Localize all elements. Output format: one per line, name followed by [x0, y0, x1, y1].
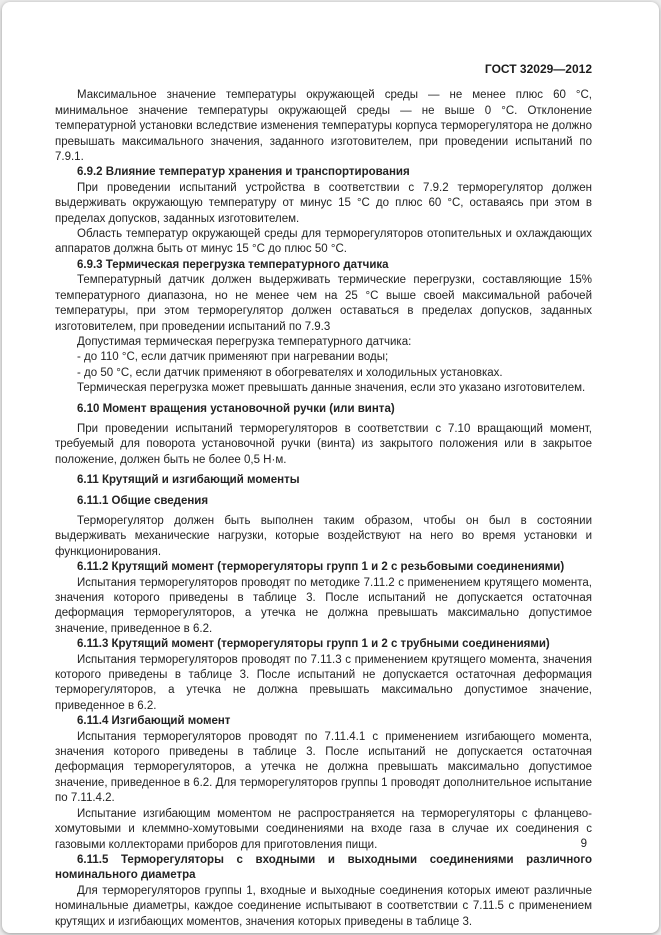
paragraph: Испытания терморегуляторов проводят по методике 7.11.2 с применением крутящего момента, значения которого приведены в таблице 3. После испытаний не допускается остаточная деформация терморегуляторов, а утечка не должна превышать максимально допустимое значение, приведенное в 6.2.	[55, 576, 592, 635]
document-content	[55, 62, 592, 930]
list-item: - до 50 °С, если датчик применяют в обогревателях и холодильных установках.	[77, 366, 503, 379]
paragraph: Допустимая термическая перегрузка температурного датчика:	[77, 335, 412, 348]
paragraph: При проведении испытаний устройства в соответствии с 7.9.2 терморегулятор должен выдерживать окружающую температуру от минус 15 °С до плюс 60 °С, оставаясь при этом в пределах допусков, заданных изготовителем.	[55, 181, 592, 225]
paragraph: Испытание изгибающим моментом не распространяется на терморегуляторы с фланцево-хомутовыми и клеммно-хомутовыми соединениями на входе газа в случае их соединения с газовыми коллекторами приборов для приготовления пищи.	[55, 807, 592, 851]
paragraph: Терморегулятор должен быть выполнен таким образом, чтобы он был в состоянии выдерживать механические нагрузки, которые воздействуют на него во время установки и функционирования.	[55, 514, 592, 558]
heading-6-9-2: 6.9.2 Влияние температур хранения и транспортирования	[77, 166, 410, 179]
paragraph: Термическая перегрузка может превышать данные значения, если это указано изготовителем.	[77, 382, 586, 395]
paragraph: Испытания терморегуляторов проводят по 7.11.4.1 с применением изгибающего момента, значения которого приведены в таблице 3. После испытаний не допускается остаточная деформация терморегуляторов, а утечка не должна превышать максимально допустимое значение, приведенное в 6.2. Для терморегуляторов группы 1 проводят дополнительное испытание по 7.11.4.2.	[55, 730, 592, 805]
paragraph: Область температур окружающей среды для терморегуляторов отопительных и охлаждающих аппаратов должна быть от минус 15 °С до плюс 50 °С.	[55, 228, 592, 256]
page-number: 9	[580, 838, 587, 850]
paragraph: При проведении испытаний терморегуляторов в соответствии с 7.10 вращающий момент, требуемый для поворота установочной ручки (винта) из закрытого положения или в закрытое положение, должен быть не более 0,5 Н·м.	[55, 422, 592, 466]
heading-6-11-3: 6.11.3 Крутящий момент (терморегуляторы групп 1 и 2 с трубными соединениями)	[77, 638, 550, 651]
paragraph: Температурный датчик должен выдерживать термические перегрузки, составляющие 15% температурного диапазона, но не менее чем на 25 °С выше своей максимальной рабочей температуры, при этом терморегулятор должен оставаться в пределах допусков, заданных изготовителем, при проведении испытаний по 7.9.3	[55, 274, 592, 333]
heading-6-11-5: 6.11.5 Терморегуляторы с входными и выходными соединениями различного номинального диаметра	[55, 853, 592, 882]
heading-6-10: 6.10 Момент вращения установочной ручки (или винта)	[77, 402, 395, 415]
list-item: - до 110 °С, если датчик применяют при нагревании воды;	[77, 351, 389, 364]
heading-6-9-3: 6.9.3 Термическая перегрузка температурного датчика	[77, 258, 389, 271]
heading-6-11-4: 6.11.4 Изгибающий момент	[77, 715, 231, 728]
paragraph: Максимальное значение температуры окружающей среды — не менее плюс 60 °С, минимальное значение температуры окружающей среды — не выше 0 °С. Отклонение температурной установки вследствие изменения температуры корпуса терморегулятора не должно превышать максимального значения, заданного изготовителем, при проведении испытаний по 7.9.1.	[55, 89, 592, 164]
document-page	[2, 2, 659, 933]
heading-6-11-2: 6.11.2 Крутящий момент (терморегуляторы групп 1 и 2 с резьбовыми соединениями)	[77, 561, 565, 574]
running-header: ГОСТ 32029—2012	[484, 62, 592, 76]
heading-6-11: 6.11 Крутящий и изгибающий моменты	[77, 474, 300, 487]
heading-6-11-1: 6.11.1 Общие сведения	[77, 494, 209, 507]
paragraph: Испытания терморегуляторов проводят по 7.11.3 с применением крутящего момента, значения которого приведены в таблице 3. После испытаний не допускается остаточная деформация терморегуляторов, а утечка не должна превышать максимально допустимое значение, приведенное в 6.2.	[55, 653, 592, 712]
paragraph: Для терморегуляторов группы 1, входные и выходные соединения которых имеют различные номинальные диаметры, каждое соединение испытывают в соответствии с 7.11.5 с применением крутящих и изгибающих моментов, значения которых приведены в таблице 3.	[55, 884, 592, 928]
